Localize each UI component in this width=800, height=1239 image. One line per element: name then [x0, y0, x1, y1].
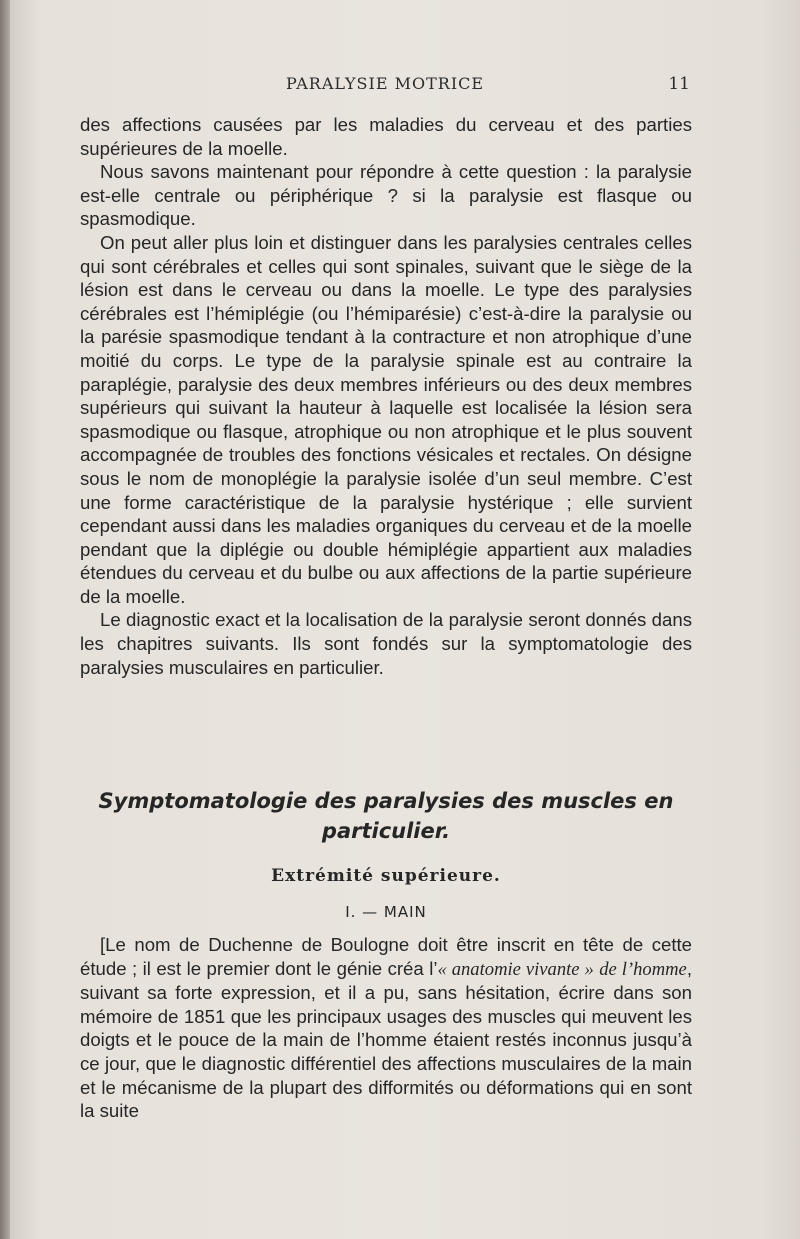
- page-number: 11: [668, 74, 690, 94]
- paragraph-text: [Le nom de Duchenne de Boulogne doit être inscrit en tête de cette étude ; il est le premier dont le génie créa l’: [80, 934, 692, 979]
- italic-phrase: de l’homme: [599, 958, 687, 980]
- paragraph-text: , suivant sa forte expression, et il a pu, sans hésitation, écrire dans son mémoire de 1851 que les principaux usages des muscles qui meuvent les doigts et le pouce de la main de l’homme étaient restés inconnus jusqu’à ce jour, que le diagnostic différentiel des affections musculaires de la main et le mécanisme de la plupart des difformités ou déformations qui en sont la suite: [80, 957, 692, 1122]
- paragraph: [80, 933, 692, 1123]
- subsection-title: Extrémité supérieure.: [271, 866, 501, 886]
- paragraph: Le diagnostic exact et la localisation de la paralysie seront donnés dans les chapitres suivants. Ils sont fondés sur la symptomatologie des paralysies musculaires en particulier.: [80, 609, 692, 678]
- sub-heading: I. — MAIN: [345, 903, 427, 921]
- section-title: Symptomatologie des paralysies des muscles en particulier.: [98, 789, 674, 843]
- paragraph: Nous savons maintenant pour répondre à cette question : la paralysie est-elle centrale ou périphérique ? si la paralysie est flasque ou spasmodique.: [80, 161, 692, 230]
- body-text-top: [80, 113, 692, 679]
- paragraph: On peut aller plus loin et distinguer dans les paralysies centrales celles qui sont cérébrales et celles qui sont spinales, suivant que le siège de la lésion est dans le cerveau ou dans la moelle. Le type des paralysies cérébrales est l’hémiplégie (ou l’hémiparésie) c’est-à-dire la paralysie ou la parésie spasmodique tendant à la contracture et non atrophique d’une moitié du corps. Le type de la paralysie spinale est au contraire la paraplégie, paralysie des deux membres inférieurs ou des deux membres supérieurs qui suivant la hauteur à laquelle est localisée la lésion sera spasmodique ou flasque, atrophique ou non atrophique et le plus souvent accompagnée de troubles des fonctions vésicales et rectales. On désigne sous le nom de monoplégie la paralysie isolée d’un seul membre. C’est une forme caractéristique de la paralysie hystérique ; elle survient cependant aussi dans les maladies organiques du cerveau et de la moelle pendant que la diplégie ou double hémiplégie appartient aux maladies étendues du cerveau et du bulbe ou aux affections de la partie supérieure de la moelle.: [80, 231, 692, 607]
- running-title: PARALYSIE MOTRICE: [285, 74, 485, 93]
- page-spine-shadow: [0, 0, 10, 1239]
- paragraph: des affections causées par les maladies du cerveau et des parties supérieures de la moelle.: [80, 114, 692, 159]
- italic-quote: « anatomie vivante »: [437, 958, 594, 980]
- body-text-bottom: [80, 933, 692, 1123]
- running-header: [80, 74, 690, 98]
